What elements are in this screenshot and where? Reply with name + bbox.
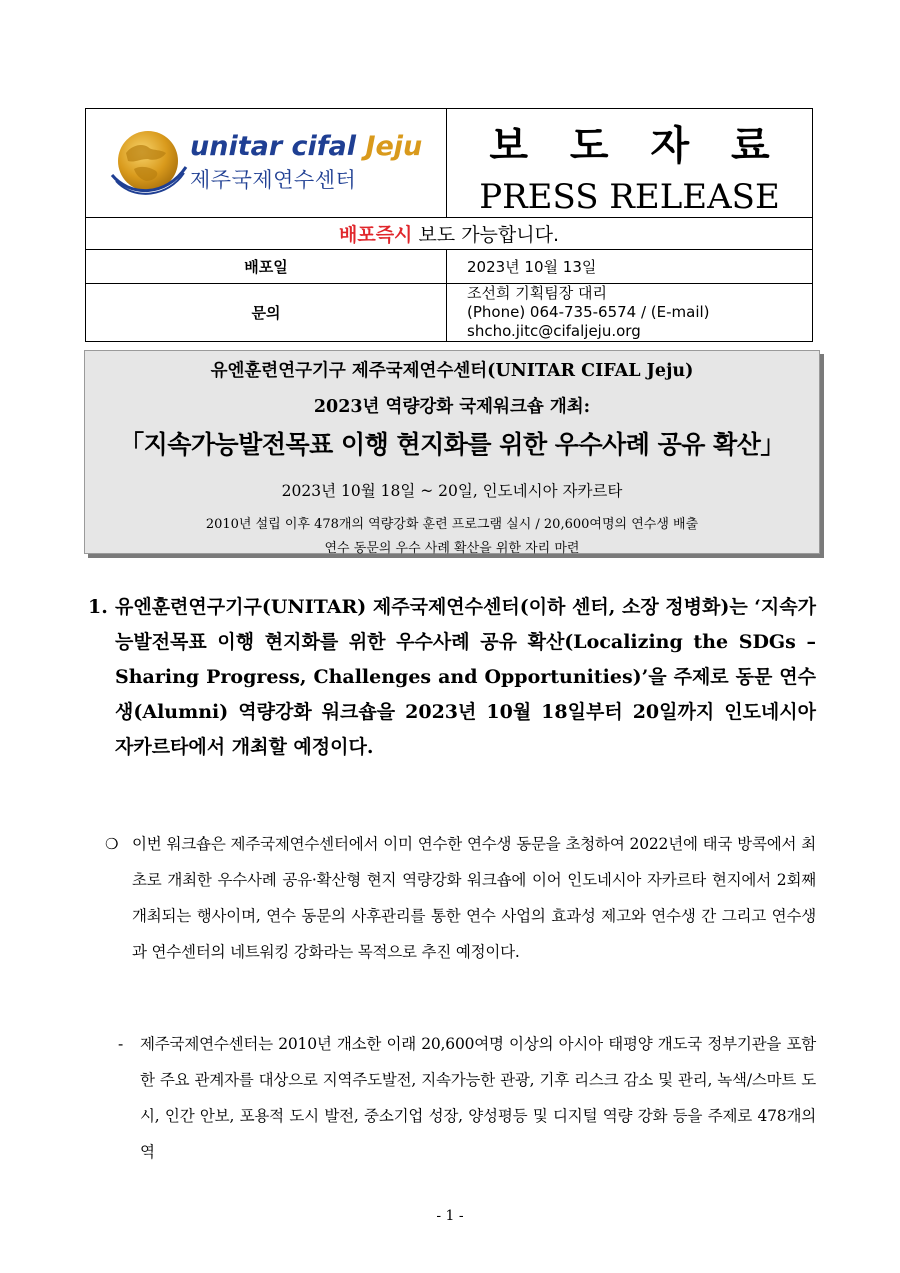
body-paragraph-2: [88, 826, 816, 970]
summary-headline: 「지속가능발전목표 이행 현지화를 위한 우수사례 공유 확산」: [119, 430, 785, 459]
logo-cell: [86, 109, 447, 218]
logo-en-accent: Jeju: [365, 131, 423, 162]
logo-korean: 제주국제연수센터: [190, 168, 357, 192]
globe-logo-icon: [108, 123, 188, 203]
body-paragraph-1: [88, 590, 816, 765]
release-rest: 보도 가능합니다.: [412, 224, 560, 246]
paragraph-number: 1.: [88, 596, 108, 618]
logo-english: [190, 131, 422, 162]
summary-box: [84, 350, 820, 554]
contact-name: 조선희 기획팀장 대리: [467, 284, 607, 302]
logo-text: [190, 131, 422, 194]
page-number: - 1 -: [436, 1208, 464, 1224]
summary-date-place: 2023년 10월 18일 ~ 20일, 인도네시아 자카르타: [281, 482, 623, 500]
summary-line-2: 2023년 역량강화 국제워크숍 개최:: [313, 397, 591, 417]
paragraph-1-text: 유엔훈련연구기구(UNITAR) 제주국제연수센터(이하 센터, 소장 정병화)는 ‘지속가능발전목표 이행 현지화를 위한 우수사례 공유 확산(Localizing the SDGs – Sharing Progress, Challenges and Opportunities)’을 주제로 동문 연수생(Alumni) 역량강화 워크숍을 2023년 10월 18일부터 20일까지 인도네시아 자카르타에서 개최할 예정이다.: [115, 596, 816, 758]
contact-label: 문의: [86, 284, 447, 342]
release-highlight: 배포즉시: [338, 224, 413, 246]
summary-line-6: 연수 동문의 우수 사례 확산을 위한 자리 마련: [324, 541, 580, 556]
logo-en-main: unitar cifal: [190, 131, 357, 162]
contact-details: (Phone) 064-735-6574 / (E-mail) shcho.jitc@cifaljeju.org: [467, 303, 710, 340]
paragraph-2-text: 이번 워크숍은 제주국제연수센터에서 이미 연수한 연수생 동문을 초청하여 2022년에 태국 방콕에서 최초로 개최한 우수사례 공유·확산형 현지 역량강화 워크숍에 이어 인도네시아 자카르타 현지에서 2회째 개최되는 행사이며, 연수 동문의 사후관리를 통한 연수 사업의 효과성 제고와 연수생 간 그리고 연수생과 연수센터의 네트워킹 강화라는 목적으로 추진 예정이다.: [132, 835, 816, 961]
summary-line-1: 유엔훈련연구기구 제주국제연수센터(UNITAR CIFAL Jeju): [210, 361, 694, 381]
summary-line-5: 2010년 설립 이후 478개의 역량강화 훈련 프로그램 실시 / 20,600여명의 연수생 배출: [205, 517, 699, 532]
paragraph-3-text: 제주국제연수센터는 2010년 개소한 이래 20,600여명 이상의 아시아 태평양 개도국 정부기관을 포함한 주요 관계자를 대상으로 지역주도발전, 지속가능한 관광, 기후 리스크 감소 및 관리, 녹색/스마트 도시, 인간 안보, 포용적 도시 발전, 중소기업 성장, 양성평등 및 디지털 역량 강화 등을 주제로 478개의 역: [140, 1035, 816, 1161]
dash-bullet: -: [118, 1035, 124, 1053]
date-label: 배포일: [86, 250, 447, 284]
circle-bullet-icon: ❍: [105, 835, 119, 853]
release-notice: [86, 218, 813, 250]
title-cell: [447, 109, 813, 218]
date-value: 2023년 10월 13일: [447, 250, 813, 284]
body-paragraph-3: [88, 1026, 816, 1170]
title-korean: 보 도 자 료: [489, 122, 784, 169]
title-english: PRESS RELEASE: [479, 176, 780, 217]
contact-value: [447, 284, 813, 342]
header-table: [85, 108, 813, 342]
